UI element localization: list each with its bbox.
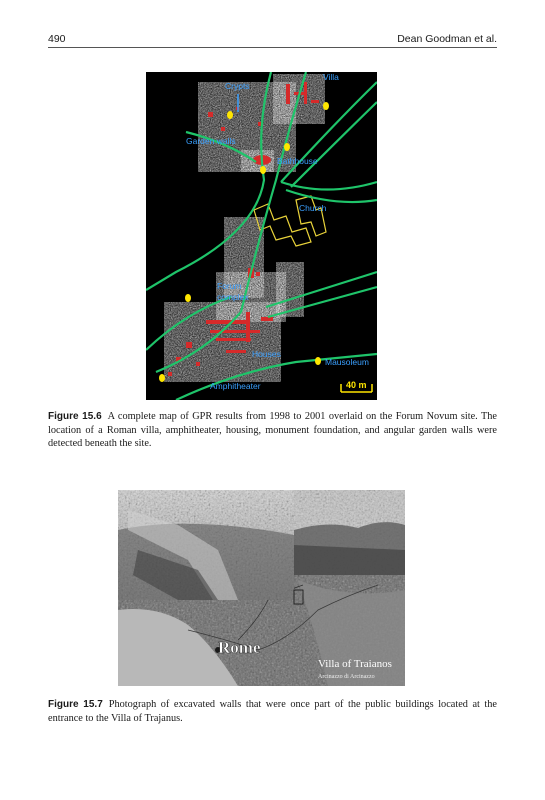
photo-landscape	[294, 490, 405, 575]
label-forum: Forum	[217, 281, 242, 291]
scale-label: 40 m	[346, 380, 367, 390]
label-houses: Houses	[252, 349, 281, 359]
figure-label: Figure 15.6	[48, 411, 102, 422]
label-mausoleum: Mausoleum	[325, 357, 369, 367]
gpr-site-map	[146, 72, 377, 400]
label-villa-of-traianos: Villa of Traianos	[318, 658, 392, 670]
label-bathhouse: Bathhouse	[277, 156, 318, 166]
label-villa: Villa	[323, 72, 339, 82]
photo-excavated-walls	[118, 490, 294, 600]
page-number: 490	[48, 33, 66, 45]
figure-label-2: Figure 15.7	[48, 699, 103, 710]
running-header	[48, 33, 497, 48]
label-amphitheater: Amphitheater	[210, 381, 261, 391]
villa-photo-collage	[118, 490, 405, 686]
figure-caption-2	[48, 698, 497, 725]
label-complex: complex	[217, 292, 249, 302]
label-villa-sub: Arcinazzo di Arcinazzo	[318, 674, 375, 680]
label-crypts: Crypts	[225, 81, 250, 91]
figure-caption	[48, 410, 497, 451]
label-church: Church	[299, 203, 327, 213]
caption-text: A complete map of GPR results from 1998 to 2001 overlaid on the Forum Novum site. The location of a Roman villa, amphitheater, housing, monument foundation, and angular garden walls were detected beneath the site.	[48, 411, 497, 450]
label-rome: Rome	[218, 638, 261, 657]
running-authors: Dean Goodman et al.	[397, 33, 497, 45]
caption-text-2: Photograph of excavated walls that were once part of the public buildings located at the entrance to the Villa of Trajanus.	[48, 699, 497, 724]
label-garden-walls: Garden walls	[186, 136, 236, 146]
